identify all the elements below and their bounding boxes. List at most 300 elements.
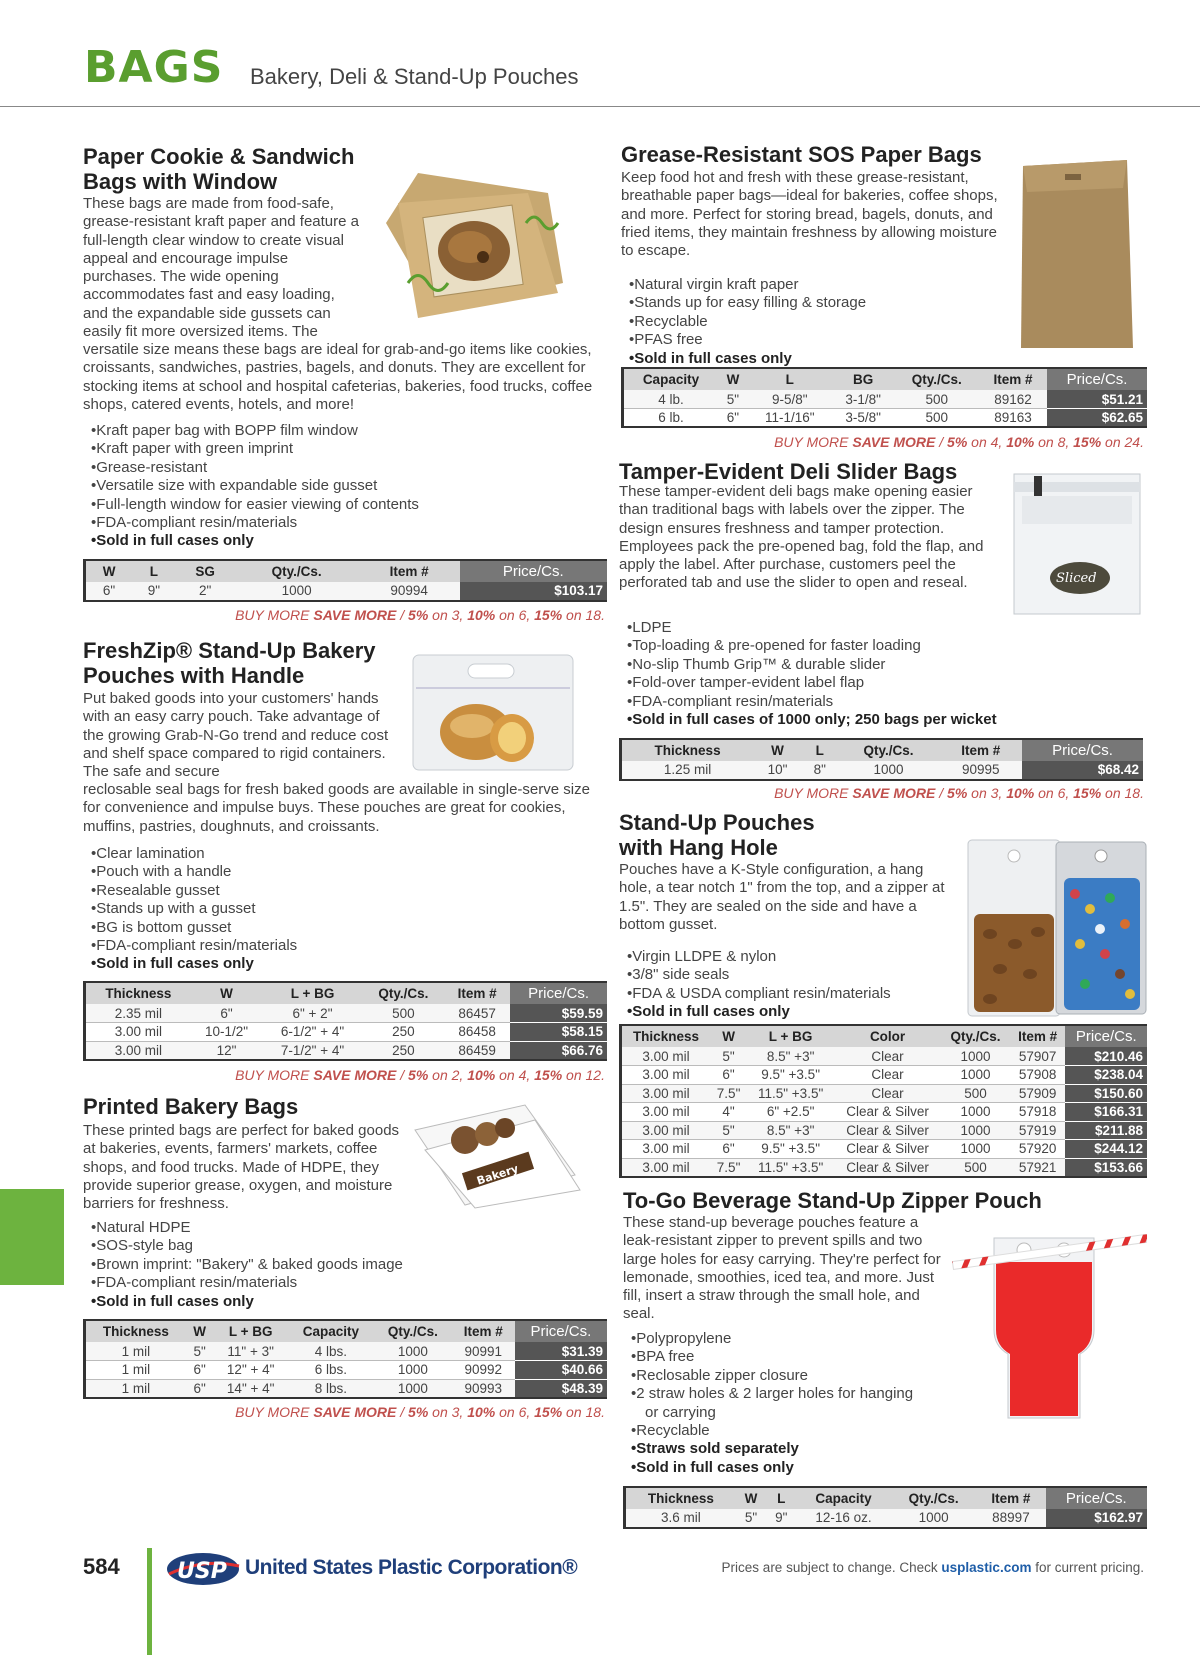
price-cell: $62.65	[1047, 409, 1147, 428]
column-header: Thickness	[621, 1025, 710, 1047]
table-cell: 12" + 4"	[214, 1361, 288, 1380]
table-row	[623, 390, 1148, 409]
bullet: • Resealable gusset	[91, 882, 611, 900]
table-cell: 90995	[939, 761, 1022, 780]
table-row	[85, 582, 608, 601]
table-cell: 90994	[359, 582, 460, 601]
deli-title: Tamper-Evident Deli Slider Bags	[619, 459, 958, 484]
freshzip-title-line1: FreshZip® Stand-Up Bakery	[83, 638, 376, 663]
table-cell: 1000	[374, 1361, 452, 1380]
column-header: Color	[834, 1025, 941, 1047]
column-header: Price/Cs.	[510, 982, 607, 1004]
buy-more-part: 15%	[534, 607, 563, 623]
bullet: • FDA-compliant resin/materials	[627, 693, 1157, 711]
table-cell: 8.5" +3"	[747, 1121, 834, 1140]
buy-more-part: SAVE MORE	[313, 607, 397, 623]
buy-more-part: 10%	[467, 607, 496, 623]
column-header: L + BG	[262, 982, 362, 1004]
table-cell: 1000	[941, 1066, 1010, 1085]
table-cell: 3.00 mil	[621, 1121, 710, 1140]
table-cell: 1000	[941, 1047, 1010, 1066]
column-header: Price/Cs.	[460, 560, 607, 582]
table-cell: 6-1/2" + 4"	[262, 1023, 362, 1042]
table-cell: 3.00 mil	[621, 1140, 710, 1159]
table-cell: 2"	[176, 582, 235, 601]
bullet-bold: • Straws sold separately	[631, 1440, 971, 1458]
buy-more-part: SAVE MORE	[313, 1404, 397, 1420]
bullet: • Kraft paper bag with BOPP film window	[91, 422, 611, 440]
table-cell: 5"	[710, 1121, 747, 1140]
column-header: Capacity	[796, 1487, 891, 1509]
table-cell: 14" + 4"	[214, 1379, 288, 1398]
buy-more-part: 5%	[947, 785, 968, 801]
table-cell: 9"	[132, 582, 176, 601]
bullet: • Fold-over tamper-evident label flap	[627, 674, 1157, 692]
table-cell: 57920	[1010, 1140, 1066, 1159]
section-subtitle: Bakery, Deli & Stand-Up Pouches	[250, 64, 579, 89]
price-cell: $150.60	[1065, 1084, 1147, 1103]
pricing-note-pre: Prices are subject to change. Check	[721, 1560, 942, 1575]
sos-description: Keep food hot and fresh with these grease-resistant, breathable paper bags—ideal for bakeries, coffee shops, and more. Perfect for storing bread, bagels, donuts, and fried items, they maintain freshness by allowing moisture to escape.	[621, 169, 998, 260]
buy-more-part: 5%	[947, 434, 968, 450]
buy-more-part: 10%	[1006, 785, 1035, 801]
table-cell: 5"	[186, 1342, 214, 1361]
table-cell: 1000	[374, 1379, 452, 1398]
bullet: • BG is bottom gusset	[91, 919, 611, 937]
bullet: • Virgin LLDPE & nylon	[627, 948, 967, 966]
price-cell: $40.66	[515, 1361, 607, 1380]
bullet: • Brown imprint: "Bakery" & baked goods image	[91, 1256, 611, 1274]
buy-more-part: on 4,	[495, 1067, 535, 1083]
bullet-continued: or carrying	[645, 1403, 716, 1421]
buy-more-part: on 3,	[428, 1404, 468, 1420]
bullet-bold: • Sold in full cases only	[91, 955, 611, 973]
table-row	[621, 761, 1144, 780]
bullet: • SOS-style bag	[91, 1237, 611, 1255]
table-cell: 1000	[891, 1509, 976, 1528]
table-row	[85, 1342, 608, 1361]
buy-more-part: on 4,	[967, 434, 1007, 450]
column-header: Qty./Cs.	[235, 560, 359, 582]
bullet: • Top-loading & pre-opened for faster loading	[627, 637, 1157, 655]
bullet-bold: • Sold in full cases only	[629, 350, 1029, 368]
price-cell: $210.46	[1065, 1047, 1147, 1066]
sos-title: Grease-Resistant SOS Paper Bags	[621, 142, 982, 167]
buy-more-part: on 8,	[1034, 434, 1074, 450]
togo-section	[623, 1188, 1153, 1213]
bullet: • Stands up for easy filling & storage	[629, 294, 1029, 312]
price-cell: $31.39	[515, 1342, 607, 1361]
togo-title: To-Go Beverage Stand-Up Zipper Pouch	[623, 1188, 1042, 1213]
table-cell: 1000	[941, 1140, 1010, 1159]
table-cell: 1.25 mil	[621, 761, 754, 780]
table-cell: 9.5" +3.5"	[747, 1140, 834, 1159]
column-header: Qty./Cs.	[891, 1487, 976, 1509]
standup-title-line1: Stand-Up Pouches	[619, 810, 815, 835]
table-cell: 3-5/8"	[832, 409, 895, 428]
column-header: W	[186, 1320, 214, 1342]
table-row	[621, 1103, 1148, 1122]
buy-more-part: on 2,	[428, 1067, 468, 1083]
table-cell: 250	[363, 1023, 445, 1042]
bullet: • Versatile size with expandable side gusset	[91, 477, 611, 495]
buy-more-part: 5%	[408, 1067, 429, 1083]
column-header: Item #	[359, 560, 460, 582]
table-cell: 1000	[941, 1103, 1010, 1122]
buy-more-part: 10%	[467, 1067, 496, 1083]
company-name: United States Plastic Corporation®	[245, 1556, 578, 1579]
standup-pouch-image	[960, 834, 1150, 1020]
price-cell: $153.66	[1065, 1158, 1147, 1177]
cookie-description-start	[83, 195, 361, 341]
buy-more-part: on 3,	[967, 785, 1007, 801]
table-cell: 7-1/2" + 4"	[262, 1041, 362, 1060]
buy-more-part: /	[396, 1404, 409, 1420]
table-cell: 6" + 2"	[262, 1004, 362, 1023]
column-header: BG	[832, 368, 895, 390]
column-header: Item #	[939, 739, 1022, 761]
table-cell: 6"	[85, 582, 133, 601]
bullet: • FDA-compliant resin/materials	[91, 514, 611, 532]
price-cell: $244.12	[1065, 1140, 1147, 1159]
column-header: Price/Cs.	[515, 1320, 607, 1342]
table-header-row	[621, 739, 1144, 761]
column-header: L + BG	[747, 1025, 834, 1047]
column-header: L + BG	[214, 1320, 288, 1342]
table-cell: 6"	[191, 1004, 263, 1023]
table-cell: 6"	[710, 1140, 747, 1159]
price-cell: $66.76	[510, 1041, 607, 1060]
price-cell: $238.04	[1065, 1066, 1147, 1085]
cookie-description-end	[83, 341, 603, 414]
table-cell: 88997	[976, 1509, 1045, 1528]
column-header: W	[753, 739, 802, 761]
table-cell: 7.5"	[710, 1084, 747, 1103]
table-cell: 5"	[718, 390, 748, 409]
table-cell: 57918	[1010, 1103, 1066, 1122]
table-cell: 10"	[753, 761, 802, 780]
bullet: • 3/8" side seals	[627, 966, 967, 984]
sos-bag-image	[1015, 148, 1145, 353]
freshzip-description-end	[83, 781, 603, 836]
buy-more-part: on 18.	[562, 1404, 605, 1420]
freshzip-table	[83, 981, 607, 1061]
freshzip-description-start	[83, 690, 393, 781]
pricing-note	[722, 1560, 1144, 1575]
column-header: W	[85, 560, 133, 582]
cookie-buy-more	[235, 607, 605, 623]
table-cell: 3.00 mil	[621, 1066, 710, 1085]
table-cell: 3.00 mil	[621, 1047, 710, 1066]
bullet: • FDA-compliant resin/materials	[91, 937, 611, 955]
table-cell: 8.5" +3"	[747, 1047, 834, 1066]
table-cell: 6"	[186, 1379, 214, 1398]
table-cell: 89162	[979, 390, 1047, 409]
bullet: • Pouch with a handle	[91, 863, 611, 881]
cookie-desc-a: These bags are made from food-safe, grease-resistant kraft paper and feature a full-length clear window to create visual appeal and encourage impulse purchases. The wide opening accommodates fast and easy loading, and the expandable side gussets can easily fit more oversized items. The	[83, 195, 359, 341]
table-row	[85, 1004, 608, 1023]
table-cell: 86457	[444, 1004, 510, 1023]
table-header-row	[621, 1025, 1148, 1047]
table-cell: 3.00 mil	[621, 1103, 710, 1122]
table-cell: 6 lb.	[623, 409, 718, 428]
table-cell: 500	[941, 1158, 1010, 1177]
table-cell: Clear	[834, 1047, 941, 1066]
buy-more-part: /	[935, 434, 948, 450]
price-cell: $211.88	[1065, 1121, 1147, 1140]
buy-more-part: SAVE MORE	[313, 1067, 397, 1083]
buy-more-part: /	[396, 1067, 409, 1083]
column-header: Qty./Cs.	[374, 1320, 452, 1342]
column-header: Price/Cs.	[1046, 1487, 1147, 1509]
column-header: L	[132, 560, 176, 582]
table-row	[85, 1041, 608, 1060]
bullet: • Stands up with a gusset	[91, 900, 611, 918]
bullet: • Recyclable	[629, 313, 1029, 331]
table-cell: 500	[895, 390, 979, 409]
standup-bullets	[627, 948, 967, 1022]
section-title: BAGS	[84, 42, 224, 93]
column-header: Thickness	[625, 1487, 736, 1509]
table-row	[621, 1084, 1148, 1103]
price-cell: $58.15	[510, 1023, 607, 1042]
freshzip-buy-more	[235, 1067, 605, 1083]
buy-more-part: SAVE MORE	[852, 434, 936, 450]
togo-description: These stand-up beverage pouches feature a leak-resistant zipper to prevent spills and two large holes for easy carrying. They're perfect for lemonade, smoothies, iced tea, and more. Just fill, insert a straw through the small hole, and seal.	[623, 1214, 941, 1323]
bullet: • No-slip Thumb Grip™ & durable slider	[627, 656, 1157, 674]
price-cell: $51.21	[1047, 390, 1147, 409]
bullet: • PFAS free	[629, 331, 1029, 349]
bullet: • FDA & USDA compliant resin/materials	[627, 985, 967, 1003]
price-cell: $48.39	[515, 1379, 607, 1398]
column-header: Item #	[976, 1487, 1045, 1509]
printed-bag-label: Bakery	[475, 1162, 521, 1188]
buy-more-part: on 12.	[562, 1067, 605, 1083]
table-cell: 1 mil	[85, 1379, 186, 1398]
buy-more-part: 15%	[534, 1404, 563, 1420]
table-row	[85, 1361, 608, 1380]
buy-more-part: on 18.	[562, 607, 605, 623]
table-cell: 1000	[941, 1121, 1010, 1140]
table-cell: 4 lbs.	[288, 1342, 374, 1361]
website-link[interactable]: usplastic.com	[941, 1560, 1032, 1575]
buy-more-part: 15%	[534, 1067, 563, 1083]
table-cell: 1000	[838, 761, 940, 780]
deli-description: These tamper-evident deli bags make opening easier than traditional bags with labels over the zipper. The design ensures freshness and tamper protection. Employees pack the pre-opened bag, fold the flap, and apply the label. After purchase, customers peel the perforated tab and use the slider to open and reseal.	[619, 483, 984, 592]
side-tab	[0, 1189, 64, 1285]
freshzip-desc-a: Put baked goods into your customers' hands with an easy carry pouch. Take advantage of the growing Grab-N-Go trend and reduce cost and shelf space compared to rigid containers. The safe and secure	[83, 690, 389, 781]
column-header: Qty./Cs.	[838, 739, 940, 761]
column-header: W	[718, 368, 748, 390]
table-cell: Clear & Silver	[834, 1103, 941, 1122]
bullet-bold: • Sold in full cases of 1000 only; 250 bags per wicket	[627, 711, 1157, 729]
bullet: • Recyclable	[631, 1422, 971, 1440]
table-cell: 86459	[444, 1041, 510, 1060]
buy-more-part: 5%	[408, 607, 429, 623]
column-header: SG	[176, 560, 235, 582]
bullet: • Polypropylene	[631, 1330, 971, 1348]
cookie-title-line2: Bags with Window	[83, 169, 278, 194]
table-cell: 57908	[1010, 1066, 1066, 1085]
buy-more-part: 15%	[1073, 785, 1102, 801]
table-header-row	[85, 560, 608, 582]
table-cell: 500	[363, 1004, 445, 1023]
table-cell: Clear & Silver	[834, 1121, 941, 1140]
deli-bag-label: Sliced	[1056, 571, 1097, 586]
table-cell: 6"	[718, 409, 748, 428]
table-cell: 7.5"	[710, 1158, 747, 1177]
table-cell: Clear & Silver	[834, 1158, 941, 1177]
buy-more-part: 5%	[408, 1404, 429, 1420]
table-cell: 11.5" +3.5"	[747, 1084, 834, 1103]
togo-bullets	[631, 1330, 971, 1477]
table-cell: 90993	[452, 1379, 515, 1398]
sos-bullets	[629, 276, 1029, 368]
price-cell: $68.42	[1022, 761, 1143, 780]
column-header: Item #	[444, 982, 510, 1004]
table-header-row	[85, 1320, 608, 1342]
table-cell: 90991	[452, 1342, 515, 1361]
cookie-bullets	[91, 422, 611, 551]
table-cell: 4"	[710, 1103, 747, 1122]
table-cell: Clear	[834, 1084, 941, 1103]
printed-description: These printed bags are perfect for baked goods at bakeries, events, farmers' markets, coffee shops, and food trucks. Made of HDPE, they provide superior grease, oxygen, and moisture barriers for freshness.	[83, 1122, 400, 1213]
table-cell: 1000	[235, 582, 359, 601]
buy-more-part: on 6,	[495, 607, 535, 623]
price-cell: $59.59	[510, 1004, 607, 1023]
column-header: Price/Cs.	[1065, 1025, 1147, 1047]
page-number: 584	[83, 1554, 120, 1579]
deli-buy-more	[774, 785, 1144, 801]
table-row	[621, 1121, 1148, 1140]
column-header: Thickness	[85, 1320, 186, 1342]
table-row	[621, 1047, 1148, 1066]
column-header: L	[748, 368, 832, 390]
usp-logo-icon	[165, 1550, 241, 1588]
table-cell: 3.00 mil	[621, 1158, 710, 1177]
table-cell: 10-1/2"	[191, 1023, 263, 1042]
table-row	[623, 409, 1148, 428]
bullet: • Kraft paper with green imprint	[91, 440, 611, 458]
printed-bag-image	[405, 1100, 583, 1210]
buy-more-part: /	[935, 785, 948, 801]
column-header: Item #	[452, 1320, 515, 1342]
column-header: Price/Cs.	[1047, 368, 1147, 390]
column-header: Qty./Cs.	[941, 1025, 1010, 1047]
bullet: • Reclosable zipper closure	[631, 1367, 971, 1385]
table-cell: 500	[941, 1084, 1010, 1103]
pricing-note-post: for current pricing.	[1031, 1560, 1144, 1575]
freshzip-pouch-image	[408, 650, 578, 775]
table-cell: 3.6 mil	[625, 1509, 736, 1528]
buy-more-part: BUY MORE	[235, 607, 314, 623]
table-cell: 250	[363, 1041, 445, 1060]
bullet: • Natural HDPE	[91, 1219, 611, 1237]
column-header: W	[736, 1487, 767, 1509]
column-header: Qty./Cs.	[363, 982, 445, 1004]
bullet: • Natural virgin kraft paper	[629, 276, 1029, 294]
printed-table	[83, 1319, 607, 1399]
column-header: Thickness	[621, 739, 754, 761]
price-cell: $166.31	[1065, 1103, 1147, 1122]
table-header-row	[623, 368, 1148, 390]
table-cell: 57909	[1010, 1084, 1066, 1103]
footer-divider	[147, 1548, 152, 1655]
table-row	[621, 1066, 1148, 1085]
sos-buy-more	[774, 434, 1144, 450]
buy-more-part: on 3,	[428, 607, 468, 623]
table-row	[85, 1023, 608, 1042]
printed-title: Printed Bakery Bags	[83, 1094, 299, 1119]
table-cell: 1000	[374, 1342, 452, 1361]
table-cell: Clear & Silver	[834, 1140, 941, 1159]
bullet: • LDPE	[627, 619, 1157, 637]
column-header: Item #	[1010, 1025, 1066, 1047]
table-row	[625, 1509, 1148, 1528]
table-cell: 6"	[710, 1066, 747, 1085]
buy-more-part: SAVE MORE	[852, 785, 936, 801]
standup-title-line2: with Hang Hole	[619, 835, 778, 860]
cookie-bag-image	[378, 163, 568, 323]
cookie-title-line1: Paper Cookie & Sandwich	[83, 144, 355, 169]
price-cell: $162.97	[1046, 1509, 1147, 1528]
togo-table	[623, 1486, 1147, 1529]
bullet: • Full-length window for easier viewing of contents	[91, 496, 611, 514]
bullet-bold: • Sold in full cases only	[91, 1293, 611, 1311]
table-cell: 3.00 mil	[85, 1023, 191, 1042]
table-cell: 1 mil	[85, 1342, 186, 1361]
column-header: Capacity	[623, 368, 718, 390]
table-cell: 11" + 3"	[214, 1342, 288, 1361]
table-cell: 6"	[186, 1361, 214, 1380]
table-cell: 86458	[444, 1023, 510, 1042]
freshzip-desc-b: reclosable seal bags for fresh baked goods are available in single-serve size for convenience and impulse buys. These pouches are great for cookies, muffins, pastries, doughnuts, and croissants.	[83, 781, 590, 835]
table-cell: 8"	[802, 761, 838, 780]
buy-more-part: 15%	[1073, 434, 1102, 450]
price-cell: $103.17	[460, 582, 607, 601]
table-cell: 9"	[766, 1509, 796, 1528]
table-cell: 11-1/16"	[748, 409, 832, 428]
buy-more-part: on 24.	[1101, 434, 1144, 450]
table-cell: 90992	[452, 1361, 515, 1380]
buy-more-part: BUY MORE	[774, 785, 853, 801]
togo-pouch-image	[952, 1228, 1147, 1428]
printed-bullets	[91, 1219, 611, 1311]
table-cell: 1 mil	[85, 1361, 186, 1380]
column-header: W	[710, 1025, 747, 1047]
table-row	[621, 1158, 1148, 1177]
buy-more-part: on 6,	[495, 1404, 535, 1420]
column-header: Thickness	[85, 982, 191, 1004]
buy-more-part: BUY MORE	[774, 434, 853, 450]
usp-logo-text: USP	[177, 1559, 227, 1584]
standup-table	[619, 1024, 1147, 1178]
table-cell: Clear	[834, 1066, 941, 1085]
freshzip-title-line2: Pouches with Handle	[83, 663, 305, 688]
table-cell: 57919	[1010, 1121, 1066, 1140]
table-cell: 3.00 mil	[85, 1041, 191, 1060]
table-cell: 3.00 mil	[621, 1084, 710, 1103]
table-header-row	[85, 982, 608, 1004]
buy-more-part: BUY MORE	[235, 1067, 314, 1083]
freshzip-bullets	[91, 845, 611, 974]
column-header: Item #	[979, 368, 1047, 390]
table-cell: 57921	[1010, 1158, 1066, 1177]
table-cell: 57907	[1010, 1047, 1066, 1066]
bullet: • Clear lamination	[91, 845, 611, 863]
table-cell: 12"	[191, 1041, 263, 1060]
column-header: L	[766, 1487, 796, 1509]
